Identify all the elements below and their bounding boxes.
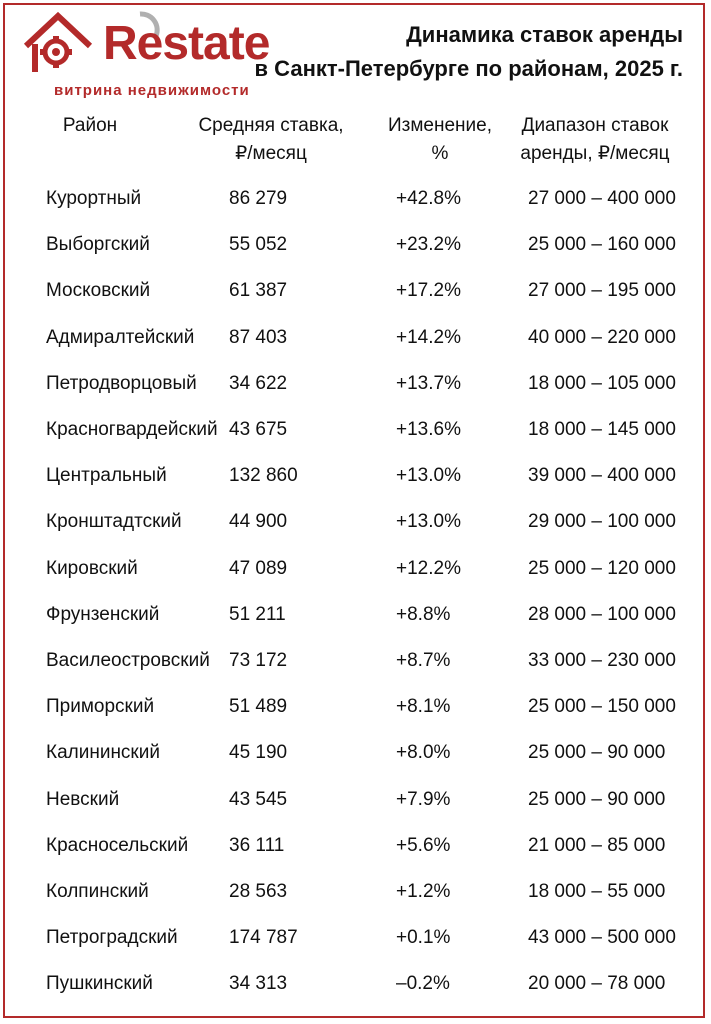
table-row bbox=[0, 917, 705, 963]
change-cell: +8.8% bbox=[396, 603, 451, 625]
table-row bbox=[0, 455, 705, 501]
avg-rate-cell: 51 489 bbox=[229, 696, 288, 718]
table-row bbox=[0, 501, 705, 547]
header-range-line-2: аренды, ₽/месяц bbox=[520, 143, 670, 164]
table-row bbox=[0, 686, 705, 732]
range-cell: 27 000 – 195 000 bbox=[528, 280, 676, 302]
avg-rate-cell: 55 052 bbox=[229, 234, 288, 256]
page-title bbox=[255, 18, 683, 86]
change-cell: +12.2% bbox=[396, 557, 461, 579]
table-row bbox=[0, 409, 705, 455]
range-cell: 25 000 – 90 000 bbox=[528, 788, 666, 810]
avg-rate-cell: 86 279 bbox=[229, 188, 288, 209]
range-cell: 21 000 – 85 000 bbox=[528, 834, 666, 856]
district-cell: Красногвардейский bbox=[46, 419, 218, 440]
change-cell: +13.0% bbox=[396, 511, 461, 533]
range-cell: 27 000 – 400 000 bbox=[528, 188, 676, 209]
title-line-1: Динамика ставок аренды bbox=[406, 22, 683, 47]
header-change-line-1: Изменение, bbox=[387, 115, 492, 136]
change-cell: +23.2% bbox=[396, 234, 461, 256]
district-cell: Кронштадтский bbox=[46, 511, 182, 533]
house-gear-icon bbox=[18, 8, 108, 88]
district-cell: Адмиралтейский bbox=[46, 326, 195, 348]
avg-rate-cell: 34 622 bbox=[229, 372, 288, 394]
avg-rate-cell: 174 787 bbox=[229, 927, 298, 949]
table-row bbox=[0, 178, 705, 224]
header-change bbox=[380, 112, 500, 168]
change-cell: +8.0% bbox=[396, 742, 451, 764]
table-row bbox=[0, 363, 705, 409]
avg-rate-cell: 51 211 bbox=[229, 603, 286, 625]
table-row bbox=[0, 640, 705, 686]
table-row bbox=[0, 779, 705, 825]
change-cell: –0.2% bbox=[396, 973, 450, 995]
avg-rate-cell: 61 387 bbox=[229, 280, 288, 302]
change-cell: +0.1% bbox=[396, 927, 451, 949]
avg-rate-cell: 28 563 bbox=[229, 881, 288, 902]
district-cell: Приморский bbox=[46, 696, 155, 718]
table-row bbox=[0, 732, 705, 778]
range-cell: 29 000 – 100 000 bbox=[528, 511, 676, 533]
district-cell: Центральный bbox=[46, 465, 167, 487]
table-row bbox=[0, 317, 705, 363]
range-cell: 20 000 – 78 000 bbox=[528, 973, 666, 995]
district-cell: Петроградский bbox=[46, 927, 178, 949]
avg-rate-cell: 132 860 bbox=[229, 465, 298, 487]
district-cell: Петродворцовый bbox=[46, 372, 197, 394]
table-row bbox=[0, 594, 705, 640]
change-cell: +7.9% bbox=[396, 788, 451, 810]
brand-name: Restate bbox=[103, 17, 270, 70]
header-avg-line-1: Средняя ставка, bbox=[198, 115, 344, 136]
district-cell: Кировский bbox=[46, 557, 138, 579]
table-row bbox=[0, 825, 705, 871]
range-cell: 25 000 – 90 000 bbox=[528, 742, 666, 764]
header-range bbox=[515, 112, 675, 168]
change-cell: +42.8% bbox=[396, 188, 461, 209]
range-cell: 18 000 – 105 000 bbox=[528, 372, 676, 394]
range-cell: 39 000 – 400 000 bbox=[528, 465, 676, 487]
header-avg bbox=[196, 112, 346, 168]
district-cell: Курортный bbox=[46, 188, 142, 209]
district-cell: Пушкинский bbox=[46, 973, 153, 995]
range-cell: 43 000 – 500 000 bbox=[528, 927, 676, 949]
header-range-line-1: Диапазон ставок bbox=[521, 115, 669, 136]
district-cell: Василеостровский bbox=[46, 650, 210, 671]
change-cell: +17.2% bbox=[396, 280, 461, 302]
change-cell: +13.7% bbox=[396, 372, 461, 394]
avg-rate-cell: 43 675 bbox=[229, 419, 288, 440]
district-cell: Фрунзенский bbox=[46, 603, 160, 625]
avg-rate-cell: 87 403 bbox=[229, 326, 288, 348]
change-cell: +8.1% bbox=[396, 696, 451, 718]
change-cell: +8.7% bbox=[396, 650, 451, 671]
range-cell: 18 000 – 55 000 bbox=[528, 881, 666, 902]
avg-rate-cell: 44 900 bbox=[229, 511, 288, 533]
avg-rate-cell: 43 545 bbox=[229, 788, 288, 810]
change-cell: +14.2% bbox=[396, 326, 461, 348]
range-cell: 28 000 – 100 000 bbox=[528, 603, 676, 625]
avg-rate-cell: 34 313 bbox=[229, 973, 288, 995]
header-district: Район bbox=[62, 115, 118, 136]
district-cell: Калининский bbox=[46, 742, 160, 764]
brand-tagline: витрина недвижимости bbox=[54, 82, 250, 99]
header-change-line-2: % bbox=[431, 143, 449, 164]
district-cell: Невский bbox=[46, 788, 120, 810]
table-row bbox=[0, 963, 705, 1009]
change-cell: +13.0% bbox=[396, 465, 461, 487]
change-cell: +5.6% bbox=[396, 834, 451, 856]
avg-rate-cell: 45 190 bbox=[229, 742, 288, 764]
range-cell: 40 000 – 220 000 bbox=[528, 326, 676, 348]
range-cell: 33 000 – 230 000 bbox=[528, 650, 676, 671]
avg-rate-cell: 36 111 bbox=[229, 834, 285, 856]
table-row bbox=[0, 871, 705, 917]
title-line-2: в Санкт-Петербурге по районам, 2025 г. bbox=[254, 56, 683, 81]
avg-rate-cell: 47 089 bbox=[229, 557, 288, 579]
table-row bbox=[0, 224, 705, 270]
change-cell: +13.6% bbox=[396, 419, 461, 440]
district-cell: Московский bbox=[46, 280, 151, 302]
district-cell: Красносельский bbox=[46, 834, 189, 856]
change-cell: +1.2% bbox=[396, 881, 451, 902]
district-cell: Колпинский bbox=[46, 881, 149, 902]
district-cell: Выборгский bbox=[46, 234, 150, 256]
header-avg-line-2: ₽/месяц bbox=[235, 143, 307, 164]
avg-rate-cell: 73 172 bbox=[229, 650, 288, 671]
table-row bbox=[0, 270, 705, 316]
range-cell: 25 000 – 150 000 bbox=[528, 696, 676, 718]
range-cell: 18 000 – 145 000 bbox=[528, 419, 676, 440]
range-cell: 25 000 – 120 000 bbox=[528, 557, 676, 579]
table-row bbox=[0, 548, 705, 594]
range-cell: 25 000 – 160 000 bbox=[528, 234, 676, 256]
